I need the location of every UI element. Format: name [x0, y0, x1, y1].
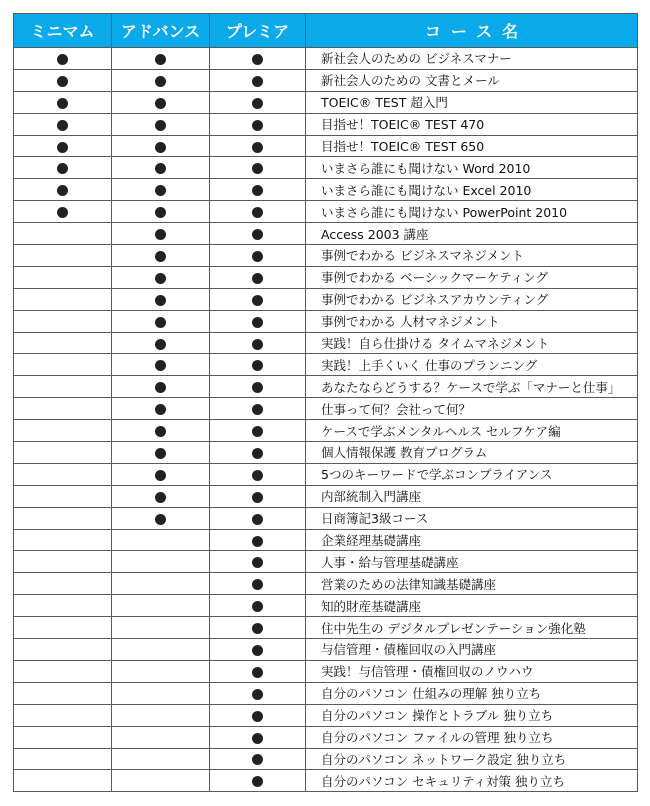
premier-cell [210, 113, 306, 135]
advance-cell [112, 660, 210, 682]
included-dot-icon [155, 339, 166, 350]
minimum-cell [14, 157, 112, 179]
included-dot-icon [252, 514, 263, 525]
table-row [14, 442, 638, 464]
included-dot-icon [252, 601, 263, 612]
included-dot-icon [155, 448, 166, 459]
premier-cell [210, 310, 306, 332]
minimum-cell [14, 595, 112, 617]
advance-cell [112, 135, 210, 157]
course-name: 自分のパソコン ネットワーク設定 独り立ち [306, 748, 638, 770]
included-dot-icon [155, 163, 166, 174]
course-name: 知的財産基礎講座 [306, 595, 638, 617]
included-dot-icon [252, 339, 263, 350]
included-dot-icon [252, 251, 263, 262]
included-dot-icon [57, 207, 68, 218]
included-dot-icon [155, 229, 166, 240]
included-dot-icon [155, 54, 166, 65]
course-name: 実践！上手くいく 仕事のプランニング [306, 354, 638, 376]
table-row [14, 354, 638, 376]
minimum-cell [14, 113, 112, 135]
course-name: いまさら誰にも聞けない Excel 2010 [306, 179, 638, 201]
advance-cell [112, 442, 210, 464]
minimum-cell [14, 245, 112, 267]
minimum-cell [14, 726, 112, 748]
course-name: 仕事って何？会社って何？ [306, 398, 638, 420]
included-dot-icon [252, 295, 263, 306]
course-name: Access 2003 講座 [306, 223, 638, 245]
included-dot-icon [57, 142, 68, 153]
minimum-cell [14, 682, 112, 704]
advance-cell [112, 617, 210, 639]
minimum-cell [14, 354, 112, 376]
included-dot-icon [57, 76, 68, 87]
minimum-cell [14, 310, 112, 332]
included-dot-icon [252, 645, 263, 656]
minimum-cell [14, 485, 112, 507]
included-dot-icon [252, 754, 263, 765]
minimum-cell [14, 376, 112, 398]
included-dot-icon [57, 120, 68, 131]
course-name: 5つのキーワードで学ぶコンプライアンス [306, 463, 638, 485]
premier-cell [210, 529, 306, 551]
included-dot-icon [252, 404, 263, 415]
premier-cell [210, 617, 306, 639]
table-row [14, 507, 638, 529]
course-name: いまさら誰にも聞けない PowerPoint 2010 [306, 201, 638, 223]
advance-cell [112, 463, 210, 485]
table-row [14, 157, 638, 179]
table-row [14, 704, 638, 726]
included-dot-icon [155, 207, 166, 218]
course-name: 事例でわかる ビジネスマネジメント [306, 245, 638, 267]
course-name: 与信管理・債権回収の入門講座 [306, 639, 638, 661]
included-dot-icon [155, 492, 166, 503]
advance-cell [112, 639, 210, 661]
minimum-cell [14, 69, 112, 91]
premier-cell [210, 376, 306, 398]
table-row [14, 420, 638, 442]
included-dot-icon [252, 382, 263, 393]
included-dot-icon [252, 492, 263, 503]
premier-cell [210, 748, 306, 770]
course-name: TOEIC® TEST 超入門 [306, 91, 638, 113]
included-dot-icon [252, 142, 263, 153]
course-name: 事例でわかる ベーシックマーケティング [306, 266, 638, 288]
header-row [14, 14, 638, 48]
advance-cell [112, 595, 210, 617]
minimum-cell [14, 507, 112, 529]
premier-cell [210, 135, 306, 157]
included-dot-icon [252, 733, 263, 744]
header-premier: プレミア [210, 14, 306, 48]
included-dot-icon [57, 54, 68, 65]
minimum-cell [14, 770, 112, 792]
advance-cell [112, 48, 210, 70]
table-row [14, 266, 638, 288]
included-dot-icon [252, 207, 263, 218]
included-dot-icon [252, 689, 263, 700]
course-name: 自分のパソコン 操作とトラブル 独り立ち [306, 704, 638, 726]
course-name: 事例でわかる 人材マネジメント [306, 310, 638, 332]
minimum-cell [14, 332, 112, 354]
course-name: 住中先生の デジタルプレゼンテーション強化塾 [306, 617, 638, 639]
course-name: 自分のパソコン セキュリティ対策 独り立ち [306, 770, 638, 792]
premier-cell [210, 463, 306, 485]
included-dot-icon [252, 426, 263, 437]
included-dot-icon [155, 76, 166, 87]
minimum-cell [14, 639, 112, 661]
advance-cell [112, 310, 210, 332]
included-dot-icon [252, 54, 263, 65]
included-dot-icon [155, 470, 166, 481]
table-row [14, 398, 638, 420]
included-dot-icon [252, 623, 263, 634]
minimum-cell [14, 704, 112, 726]
advance-cell [112, 770, 210, 792]
premier-cell [210, 660, 306, 682]
course-name: 日商簿記3級コース [306, 507, 638, 529]
premier-cell [210, 770, 306, 792]
course-name: 人事・給与管理基礎講座 [306, 551, 638, 573]
premier-cell [210, 354, 306, 376]
included-dot-icon [252, 536, 263, 547]
included-dot-icon [252, 360, 263, 371]
advance-cell [112, 420, 210, 442]
advance-cell [112, 376, 210, 398]
premier-cell [210, 485, 306, 507]
premier-cell [210, 201, 306, 223]
advance-cell [112, 573, 210, 595]
included-dot-icon [252, 667, 263, 678]
included-dot-icon [155, 360, 166, 371]
included-dot-icon [57, 98, 68, 109]
table-row [14, 617, 638, 639]
minimum-cell [14, 660, 112, 682]
course-name: 実践！自ら仕掛ける タイムマネジメント [306, 332, 638, 354]
included-dot-icon [252, 317, 263, 328]
course-name: 自分のパソコン 仕組みの理解 独り立ち [306, 682, 638, 704]
minimum-cell [14, 179, 112, 201]
included-dot-icon [155, 426, 166, 437]
premier-cell [210, 157, 306, 179]
table-row [14, 201, 638, 223]
header-advance: アドバンス [112, 14, 210, 48]
table-row [14, 179, 638, 201]
included-dot-icon [252, 229, 263, 240]
premier-cell [210, 69, 306, 91]
included-dot-icon [252, 776, 263, 787]
table-row [14, 770, 638, 792]
course-table [13, 13, 638, 792]
course-name: ケースで学ぶメンタルヘルス セルフケア編 [306, 420, 638, 442]
course-name: 新社会人のための ビジネスマナー [306, 48, 638, 70]
table-row [14, 48, 638, 70]
course-name: 目指せ！TOEIC® TEST 650 [306, 135, 638, 157]
advance-cell [112, 245, 210, 267]
minimum-cell [14, 442, 112, 464]
course-name: 営業のための法律知識基礎講座 [306, 573, 638, 595]
table-row [14, 223, 638, 245]
included-dot-icon [252, 163, 263, 174]
advance-cell [112, 726, 210, 748]
advance-cell [112, 113, 210, 135]
table-row [14, 332, 638, 354]
advance-cell [112, 704, 210, 726]
included-dot-icon [252, 98, 263, 109]
included-dot-icon [155, 404, 166, 415]
minimum-cell [14, 48, 112, 70]
table-row [14, 595, 638, 617]
included-dot-icon [252, 711, 263, 722]
advance-cell [112, 69, 210, 91]
premier-cell [210, 704, 306, 726]
course-name: 新社会人のための 文書とメール [306, 69, 638, 91]
advance-cell [112, 332, 210, 354]
included-dot-icon [155, 98, 166, 109]
included-dot-icon [252, 557, 263, 568]
header-minimum: ミニマム [14, 14, 112, 48]
table-row [14, 660, 638, 682]
included-dot-icon [155, 142, 166, 153]
advance-cell [112, 529, 210, 551]
minimum-cell [14, 748, 112, 770]
premier-cell [210, 551, 306, 573]
premier-cell [210, 639, 306, 661]
minimum-cell [14, 463, 112, 485]
course-name: いまさら誰にも聞けない Word 2010 [306, 157, 638, 179]
premier-cell [210, 398, 306, 420]
premier-cell [210, 682, 306, 704]
included-dot-icon [57, 185, 68, 196]
course-name: 自分のパソコン ファイルの管理 独り立ち [306, 726, 638, 748]
minimum-cell [14, 617, 112, 639]
included-dot-icon [155, 185, 166, 196]
included-dot-icon [155, 251, 166, 262]
minimum-cell [14, 420, 112, 442]
minimum-cell [14, 573, 112, 595]
premier-cell [210, 266, 306, 288]
included-dot-icon [155, 273, 166, 284]
included-dot-icon [57, 163, 68, 174]
premier-cell [210, 288, 306, 310]
included-dot-icon [252, 273, 263, 284]
advance-cell [112, 748, 210, 770]
header-course-name: コース名 [306, 14, 638, 48]
course-name: あなたならどうする？ケースで学ぶ「マナーと仕事」 [306, 376, 638, 398]
course-name: 企業経理基礎講座 [306, 529, 638, 551]
course-name: 事例でわかる ビジネスアカウンティング [306, 288, 638, 310]
minimum-cell [14, 91, 112, 113]
premier-cell [210, 420, 306, 442]
minimum-cell [14, 266, 112, 288]
minimum-cell [14, 288, 112, 310]
advance-cell [112, 507, 210, 529]
table-row [14, 529, 638, 551]
advance-cell [112, 398, 210, 420]
course-rows [14, 48, 638, 792]
included-dot-icon [252, 76, 263, 87]
course-name: 目指せ！TOEIC® TEST 470 [306, 113, 638, 135]
table-row [14, 288, 638, 310]
premier-cell [210, 507, 306, 529]
included-dot-icon [155, 382, 166, 393]
included-dot-icon [252, 470, 263, 481]
premier-cell [210, 245, 306, 267]
premier-cell [210, 726, 306, 748]
table-row [14, 135, 638, 157]
table-row [14, 485, 638, 507]
premier-cell [210, 595, 306, 617]
advance-cell [112, 288, 210, 310]
minimum-cell [14, 398, 112, 420]
course-name: 実践！与信管理・債権回収のノウハウ [306, 660, 638, 682]
minimum-cell [14, 135, 112, 157]
advance-cell [112, 91, 210, 113]
advance-cell [112, 485, 210, 507]
premier-cell [210, 179, 306, 201]
course-name: 個人情報保護 教育プログラム [306, 442, 638, 464]
premier-cell [210, 573, 306, 595]
table-row [14, 463, 638, 485]
course-name: 内部統制入門講座 [306, 485, 638, 507]
included-dot-icon [252, 120, 263, 131]
advance-cell [112, 223, 210, 245]
advance-cell [112, 266, 210, 288]
table-row [14, 310, 638, 332]
included-dot-icon [252, 185, 263, 196]
table-row [14, 69, 638, 91]
minimum-cell [14, 223, 112, 245]
table-row [14, 639, 638, 661]
included-dot-icon [155, 317, 166, 328]
included-dot-icon [252, 579, 263, 590]
table-row [14, 376, 638, 398]
table-row [14, 726, 638, 748]
premier-cell [210, 442, 306, 464]
included-dot-icon [155, 120, 166, 131]
premier-cell [210, 223, 306, 245]
table-row [14, 551, 638, 573]
table-row [14, 682, 638, 704]
advance-cell [112, 157, 210, 179]
advance-cell [112, 682, 210, 704]
advance-cell [112, 551, 210, 573]
premier-cell [210, 332, 306, 354]
included-dot-icon [155, 295, 166, 306]
included-dot-icon [252, 448, 263, 459]
table-row [14, 113, 638, 135]
premier-cell [210, 48, 306, 70]
minimum-cell [14, 201, 112, 223]
advance-cell [112, 354, 210, 376]
included-dot-icon [155, 514, 166, 525]
advance-cell [112, 179, 210, 201]
table-row [14, 91, 638, 113]
table-row [14, 245, 638, 267]
premier-cell [210, 91, 306, 113]
advance-cell [112, 201, 210, 223]
minimum-cell [14, 529, 112, 551]
table-row [14, 573, 638, 595]
table-row [14, 748, 638, 770]
minimum-cell [14, 551, 112, 573]
